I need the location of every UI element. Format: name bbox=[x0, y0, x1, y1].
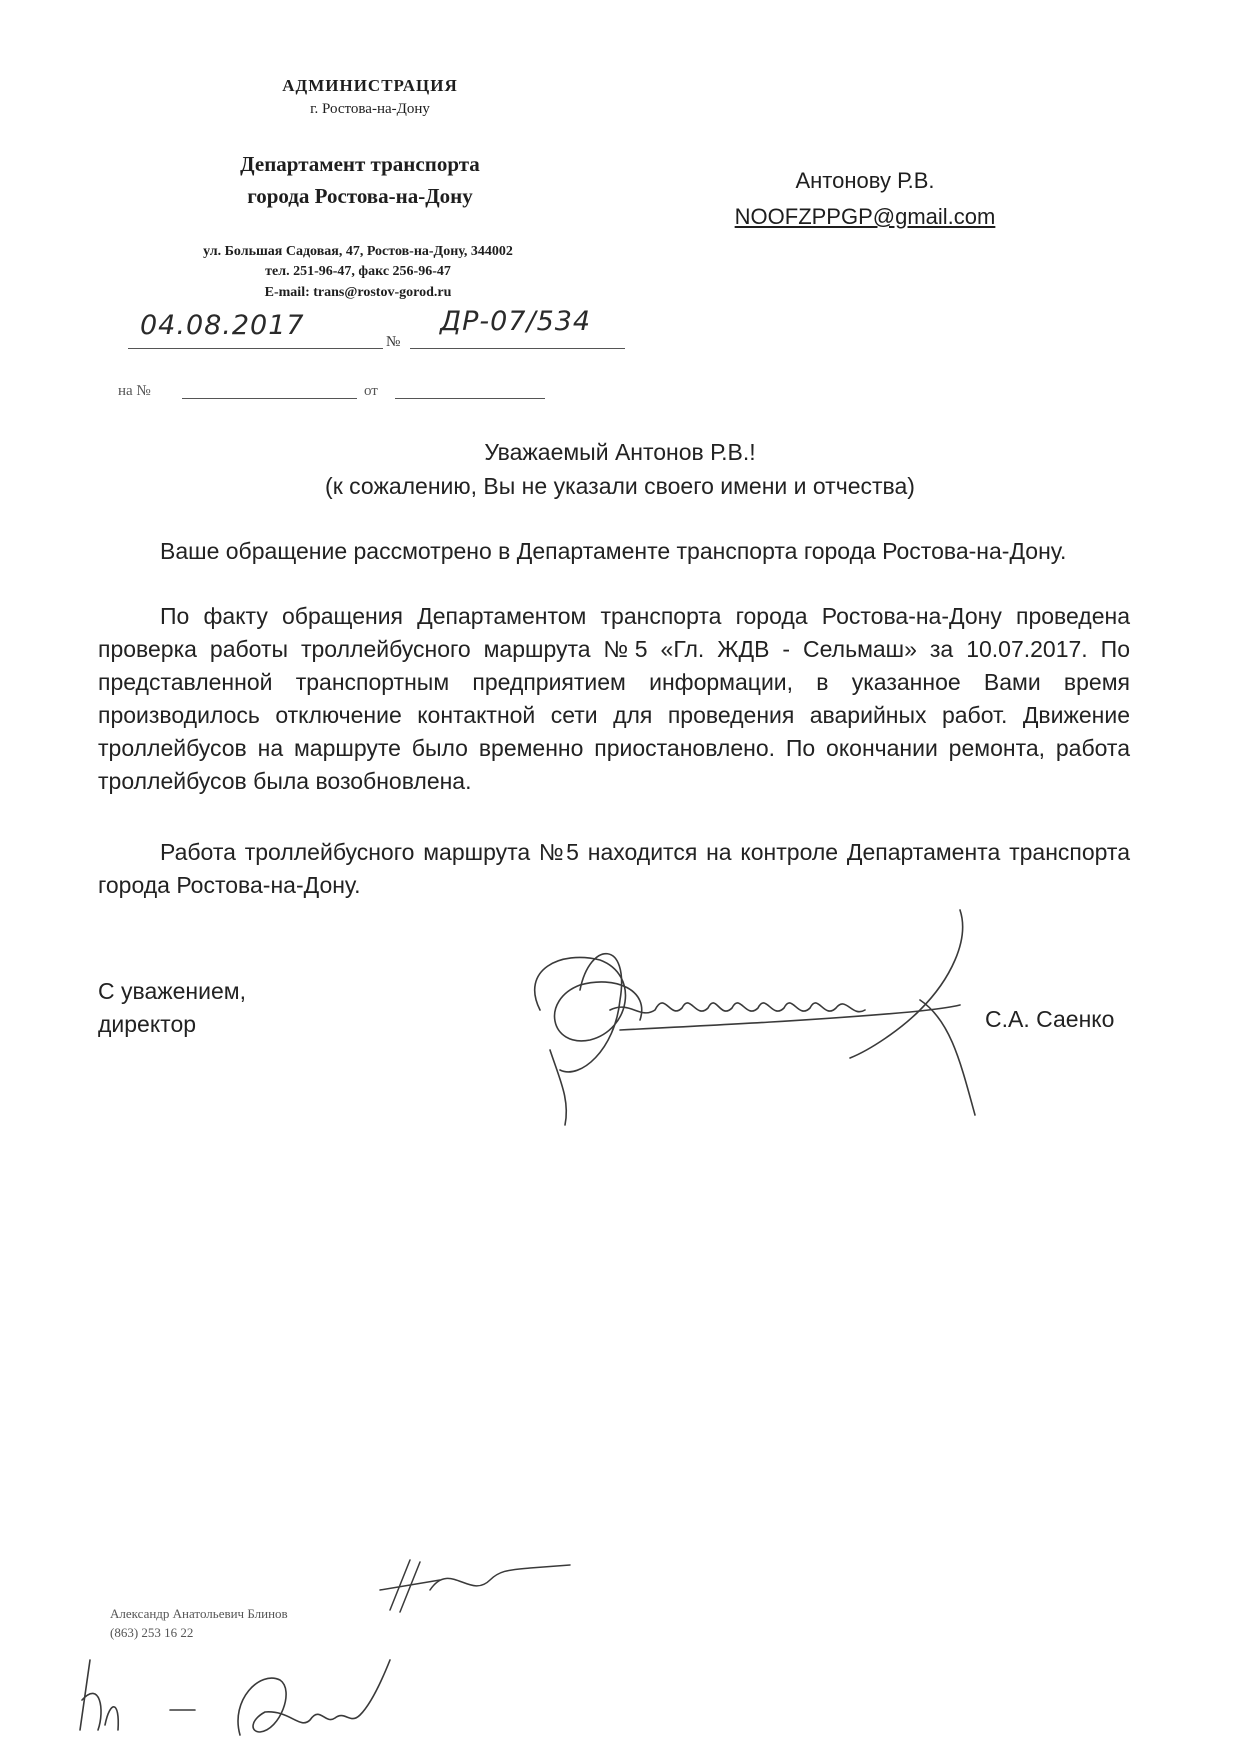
reply-date-underline bbox=[395, 398, 545, 399]
department-name-line2: города Ростова-на-Дону bbox=[247, 184, 473, 208]
reply-number-underline bbox=[182, 398, 357, 399]
director-signature bbox=[520, 880, 1040, 1140]
executor-name: Александр Анатольевич Блинов bbox=[110, 1606, 288, 1621]
department-email: E-mail: trans@rostov-gorod.ru bbox=[264, 285, 452, 300]
recipient-email: NOOFZPPGP@gmail.com bbox=[734, 204, 996, 229]
department-address: ул. Большая Садовая, 47, Ростов-на-Дону, 344002 bbox=[203, 244, 513, 259]
signer-title: директор bbox=[98, 1011, 197, 1037]
admin-city: г. Ростова-на-Дону bbox=[310, 101, 430, 117]
salutation: Уважаемый Антонов Р.В.! bbox=[484, 439, 756, 465]
letter-paragraph: Ваше обращение рассмотрено в Департаменте транспорта города Ростова-на-Дону. bbox=[160, 538, 1067, 564]
initials-mark bbox=[370, 1540, 590, 1630]
date-underline bbox=[128, 348, 383, 349]
salutation-note: (к сожалению, Вы не указали своего имени и отчества) bbox=[325, 473, 915, 499]
reply-from-label: от bbox=[364, 383, 378, 399]
signer-name: С.А. Саенко bbox=[985, 1006, 1115, 1032]
number-underline bbox=[410, 348, 625, 349]
recipient-name: Антонову Р.В. bbox=[795, 168, 935, 193]
executor-phone: (863) 253 16 22 bbox=[110, 1625, 194, 1640]
registration-number: ДР-07/534 bbox=[440, 306, 592, 337]
department-name-line1: Департамент транспорта bbox=[240, 152, 480, 176]
registration-date: 04.08.2017 bbox=[140, 310, 305, 341]
number-label: № bbox=[386, 334, 401, 350]
letter-paragraph: Работа троллейбусного маршрута №5 находится на контроле Департамента транспорта города Ростова-на-Дону. bbox=[98, 839, 1130, 898]
reply-to-label: на № bbox=[118, 383, 151, 399]
department-phones: тел. 251-96-47, факс 256-96-47 bbox=[265, 264, 451, 279]
admin-title: АДМИНИСТРАЦИЯ bbox=[282, 76, 458, 95]
closing-line: С уважением, bbox=[98, 978, 246, 1004]
handwritten-note bbox=[60, 1640, 440, 1750]
letter-paragraph: По факту обращения Департаментом транспорта города Ростова-на-Дону проведена проверка работы троллейбусного маршрута №5 «Гл. ЖДВ - Сельмаш» за 10.07.2017. По представленной транспортным предприятием информации, в указанное Вами время производилось отключение контактной сети для проведения аварийных работ. Движение троллейбусов на маршруте было временно приостановлено. По окончании ремонта, работа троллейбусов была возобновлена. bbox=[98, 603, 1130, 794]
